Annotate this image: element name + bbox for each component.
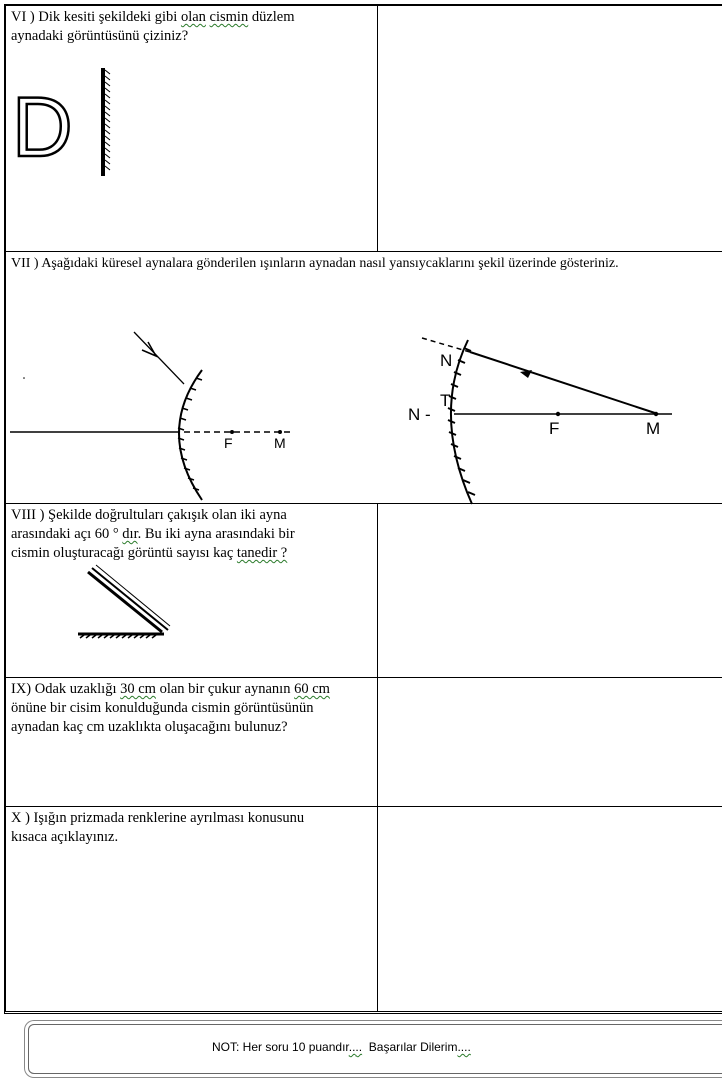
label-n-top: N bbox=[440, 351, 453, 370]
question-6-cell bbox=[6, 6, 378, 251]
incident-ray bbox=[134, 332, 184, 384]
question-8-text: VIII ) Şekilde doğrultuları çakışık olan iki ayna arasındaki açı 60 ° dır. Bu iki ayna arasındaki bir cismin oluşturacağı görüntü sayısı kaç tanedir ? bbox=[11, 507, 295, 561]
inclined-mirror-back-2 bbox=[96, 565, 170, 626]
two-mirrors-figure bbox=[76, 568, 176, 648]
object-letter-d: D bbox=[12, 80, 73, 174]
question-9-row bbox=[6, 678, 722, 807]
spherical-mirror-hatching bbox=[178, 378, 202, 490]
inclined-mirror bbox=[88, 572, 162, 632]
label-f: F bbox=[549, 419, 560, 438]
concave-mirror-figure-1 bbox=[6, 322, 306, 502]
stray-dot bbox=[23, 377, 25, 379]
label-n-mid: N - bbox=[408, 405, 431, 424]
question-9-text: IX) Odak uzaklığı 30 cm olan bir çukur aynanın 60 cm önüne bir cisim konulduğunda cismin görüntüsünün aynadan kaç cm uzaklıkta oluşacağını bulunuz? bbox=[11, 681, 330, 735]
concave-mirror-figure-2 bbox=[402, 334, 702, 504]
question-8-cell bbox=[6, 504, 378, 677]
ray-arrow-icon bbox=[142, 342, 156, 356]
label-m: M bbox=[274, 435, 286, 451]
question-10-text: X ) Işığın prizmada renklerine ayrılması konusunu kısaca açıklayınız. bbox=[11, 810, 305, 845]
focus-point bbox=[230, 430, 234, 434]
label-f: F bbox=[224, 435, 233, 451]
question-9-cell bbox=[6, 678, 378, 806]
label-t: T bbox=[440, 391, 451, 410]
spherical-mirror-hatching bbox=[448, 348, 475, 495]
mirror-hatching bbox=[105, 70, 110, 170]
question-6-text: VI ) Dik kesiti şekildeki gibi olan cismin düzlem aynadaki görüntüsünü çiziniz? bbox=[11, 9, 295, 44]
spherical-mirror bbox=[179, 370, 202, 500]
question-8-row bbox=[6, 504, 722, 678]
label-m: M bbox=[646, 419, 661, 438]
center-point bbox=[278, 430, 282, 434]
question-6-row bbox=[6, 6, 722, 252]
question-7-text: VII ) Aşağıdaki küresel aynalara gönderilen ışınların aynadan nasıl yansıycaklarını şekil üzerinde gösteriniz. bbox=[11, 256, 619, 271]
incident-ray bbox=[470, 352, 658, 414]
focus-point bbox=[556, 412, 560, 416]
plane-mirror-figure bbox=[12, 66, 142, 186]
ray-arrow-icon bbox=[520, 370, 532, 378]
footer-note: NOT: Her soru 10 puandır.... Başarılar Dilerim.... bbox=[212, 1040, 471, 1054]
inclined-mirror-back bbox=[92, 568, 168, 630]
center-point bbox=[654, 412, 658, 416]
question-10-cell bbox=[6, 807, 378, 1012]
exam-sheet bbox=[4, 4, 722, 1014]
question-7-row bbox=[6, 252, 722, 504]
question-10-row bbox=[6, 807, 722, 1012]
